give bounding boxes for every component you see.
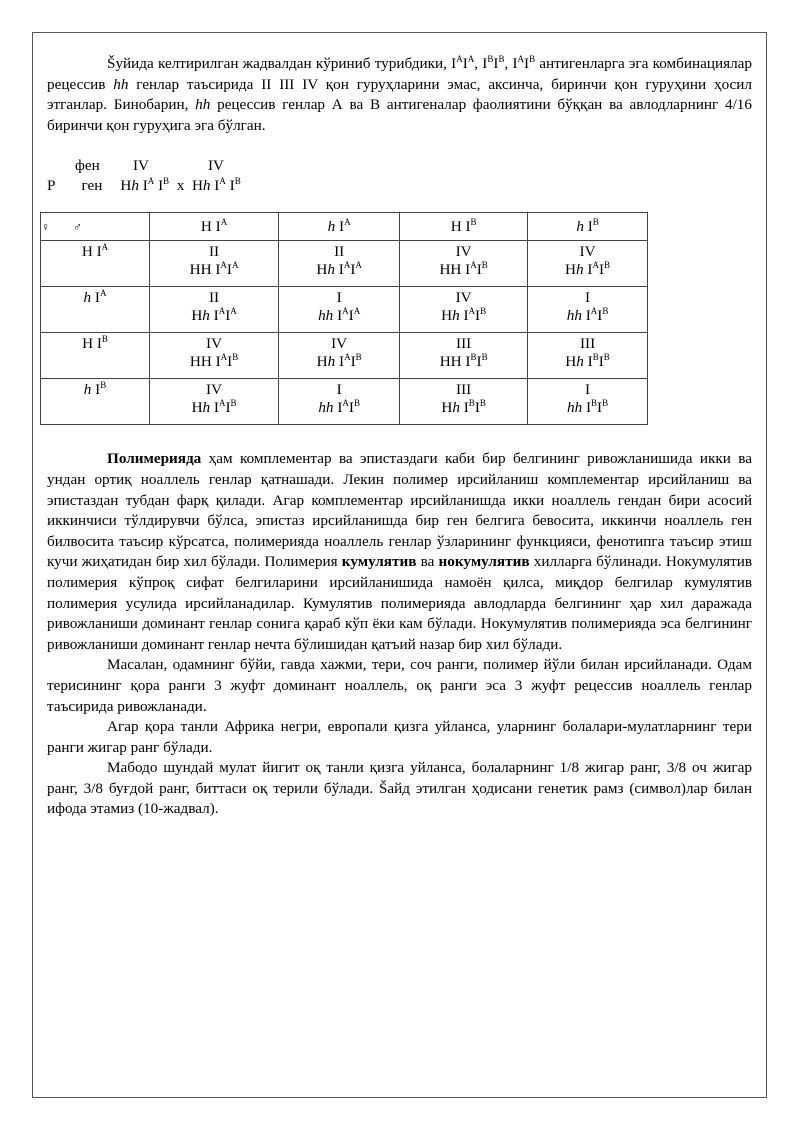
blood-group: IV <box>206 335 223 353</box>
phenotype-parent2: IV <box>208 157 225 175</box>
blood-group: IV <box>579 243 596 261</box>
genotype: HH $I^BI^B$ <box>439 352 488 371</box>
blood-group: III <box>579 335 596 353</box>
row-gamete-label: h $I^A$ <box>41 287 150 333</box>
cumulative-term: кумулятив <box>341 553 417 571</box>
genotype-cell <box>400 287 528 333</box>
phenotype-row <box>47 156 752 176</box>
example-paragraph: Масалан, одамнинг бўйи, гавда хажми, тери, соч ранги, полимер йўли билан ирсийланади. Одам терисининг қора ранги 3 жуфт доминант ноаллель, оқ ранги эса 3 жуфт рецессив ноаллель генлар таъсирида ривожланади. <box>47 656 752 715</box>
genotype-cell <box>279 287 400 333</box>
polymery-paragraph: Полимерияда ҳам комплементар ва эпистаздаги каби бир белгининг ривожланишида икки ва ундан ортиқ ноаллель генлар қатнашади. Лекин полимер ирсийланиш комплементар ирсийланиш ва эпистаздан тубдан фарқ қилади. Агар комплементар ирсийланишда икки ноаллель гендан бири асосий иккинчиси тўлдирувчи бўлса, эпистаз ирсийланишда бир ген белгига бевосита, иккинчи ноаллель ген билвосита таъсир кўрсатса, полимерияда ноаллель генлар ўзларининг функцияси, фенотипга таъсир этиш кучи жиҳатидан бир хил бўлади. Полимерия кумулятив ва нокумулятив хилларга бўлинади. Нокумулятив полимерия кўпроқ сифат белгиларини ирсийланишида намоён қилса, миқдор белгилар кумулятив полимерия усулида ирсийланадилар. Кумулятив полимерияда авлодларда белгининг ҳар хил даражада ривожланиши доминант генлар сонига қараб кўп ёки кам бўлади. Нокумулятив полимерияда эса белгининг ривожланиши доминант генлар нечта бўлишидан қатъий назар бир хил бўлади. <box>47 450 753 653</box>
genotype: HH $I^AI^B$ <box>189 352 239 371</box>
parents-label: P <box>47 177 56 195</box>
genotype-parent2: Hh $I^A$ $I^B$ <box>191 176 241 195</box>
offspring-paragraph: Мабодо шундай мулат йигит оқ танли қизга уйланса, болаларнинг 1/8 жигар ранг, 3/8 оч жигар ранг, 3/8 буғдой ранг, биттаси оқ терили бўлади. Šайд этилган ҳодисани генетик рамз (символ)лар билан ифода этамиз (10-жадвал). <box>47 759 752 818</box>
genotype-row <box>47 176 752 196</box>
blood-group: I <box>585 289 591 307</box>
genotype-cell <box>150 333 279 379</box>
table-row <box>41 379 648 425</box>
blood-group: I <box>585 381 591 399</box>
intro-paragraph: Šуйида келтирилган жадвалдан кўриниб турибдики, $I^AI^A$, $I^BI^B$, $I^AI^B$ антигенларга эга комбинациялар рецессив hh генлар таъсирида II III IV қон гуруҳларини эмас, аксинча, биринчи қон гуруҳини ҳосил этганлар. Бинобарин, hh рецессив генлар А ва В антигеналар фаолиятини бўққан ва авлодларнинг 4/16 биринчи қон гуруҳига эга бўлган. <box>47 54 752 134</box>
blood-group: IV <box>206 381 223 399</box>
genotype-cell <box>150 241 279 287</box>
cross-sign: x <box>176 177 185 195</box>
intro-text: Šуйида келтирилган жадвалдан кўриниб турибдики, <box>107 55 452 72</box>
blood-group: II <box>334 243 345 261</box>
genotype: Hh $I^AI^A$ <box>191 306 237 325</box>
blood-group: II <box>209 243 220 261</box>
blood-group: IV <box>455 243 472 261</box>
genotype: Hh $I^AI^B$ <box>441 306 487 325</box>
polymery-section <box>47 449 752 820</box>
gamete-header-1: H $I^A$ <box>150 213 279 241</box>
genotype: hh $I^AI^B$ <box>318 398 360 417</box>
genotype: Hh $I^BI^B$ <box>565 352 610 371</box>
genotype-cell <box>528 241 648 287</box>
mulatto-paragraph: Агар қора танли Африка негри, европали қизга уйланса, уларнинг болалари-мулатларнинг тери ранги жигар ранг бўлади. <box>47 718 752 756</box>
genotype-cell <box>400 379 528 425</box>
gamete-header-4: h $I^B$ <box>528 213 648 241</box>
genotype: hh $I^BI^B$ <box>566 398 609 417</box>
genotype: Hh $I^BI^B$ <box>441 398 486 417</box>
phenotype-label: фен <box>75 157 100 175</box>
genotype-cell <box>279 379 400 425</box>
genotype: HH $I^AI^B$ <box>439 260 488 279</box>
genotype-cell <box>528 333 648 379</box>
row-gamete-label: H $I^A$ <box>41 241 150 287</box>
table-row <box>41 241 648 287</box>
blood-group: II <box>209 289 220 307</box>
blood-group: III <box>456 381 472 399</box>
genotype: hh $I^AI^B$ <box>566 306 609 325</box>
row-gamete-label: H $I^B$ <box>41 333 150 379</box>
polymery-term: Полимерияда <box>107 450 202 468</box>
blood-group: IV <box>455 289 472 307</box>
female-symbol: ♀ <box>41 219 50 234</box>
blood-group: I <box>336 381 342 399</box>
genotype: Hh $I^AI^B$ <box>565 260 611 279</box>
phenotype-parent1: IV <box>133 157 150 175</box>
genotype: hh $I^AI^A$ <box>318 306 361 325</box>
genotype-cell <box>528 287 648 333</box>
punnett-table <box>40 212 648 425</box>
genotype: Hh $I^AI^A$ <box>316 260 362 279</box>
genotype: Hh $I^AI^B$ <box>316 352 362 371</box>
page-content <box>41 54 753 820</box>
genotype-cell <box>279 333 400 379</box>
cross-scheme <box>47 156 752 196</box>
genotype-cell <box>400 333 528 379</box>
genotype-cell <box>150 287 279 333</box>
gamete-header-2: h $I^A$ <box>279 213 400 241</box>
genotype-label: ген <box>81 177 103 195</box>
genotype-cell <box>150 379 279 425</box>
genotype-cell <box>528 379 648 425</box>
table-corner-cell <box>41 213 150 241</box>
genotype: Hh $I^AI^B$ <box>191 398 237 417</box>
row-gamete-label: h $I^B$ <box>41 379 150 425</box>
genotype-cell <box>279 241 400 287</box>
table-header-row <box>41 213 648 241</box>
genotype-cell <box>400 241 528 287</box>
genotype-parent1: Hh $I^A$ $I^B$ <box>120 176 170 195</box>
noncumulative-term: нокумулятив <box>438 553 530 571</box>
blood-group: III <box>456 335 472 353</box>
blood-group: IV <box>331 335 348 353</box>
blood-group: I <box>336 289 342 307</box>
male-symbol: ♂ <box>73 219 82 234</box>
gamete-header-3: H $I^B$ <box>400 213 528 241</box>
table-row <box>41 333 648 379</box>
table-row <box>41 287 648 333</box>
genotype: HH $I^AI^A$ <box>189 260 239 279</box>
